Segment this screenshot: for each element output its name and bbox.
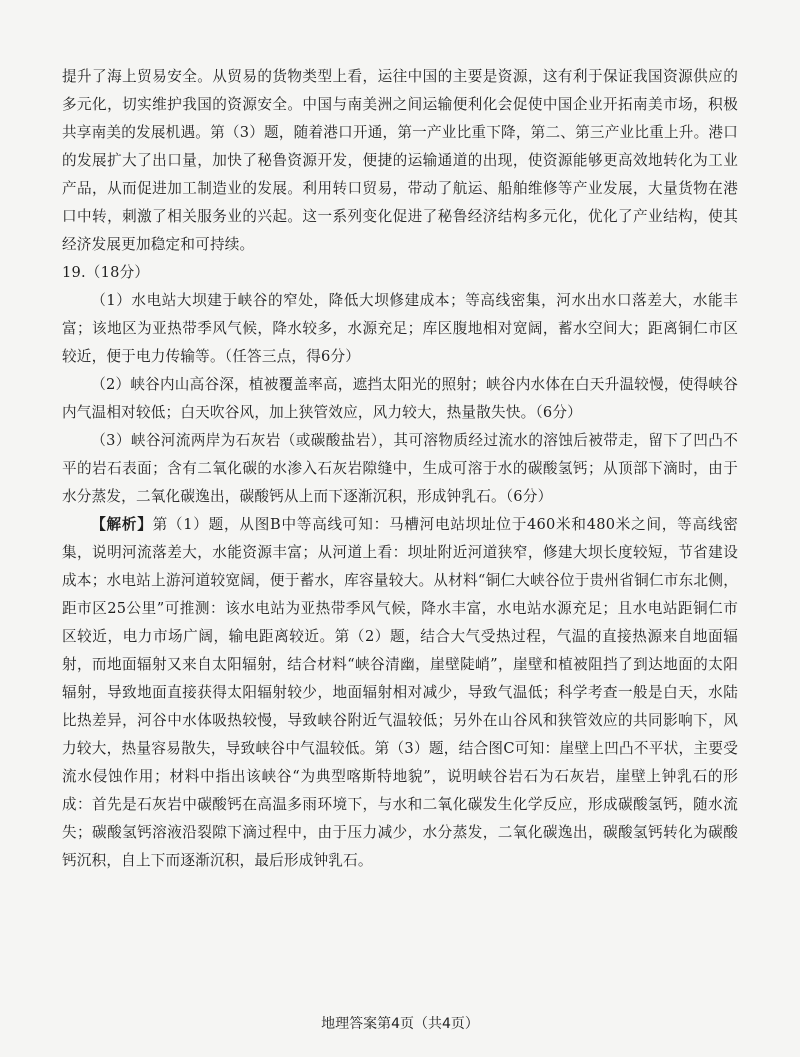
intro-paragraph: 提升了海上贸易安全。从贸易的货物类型上看，运往中国的主要是资源，这有利于保证我国资源供应的多元化，切实维护我国的资源安全。中国与南美洲之间运输便利化会促使中国企业开拓南美市场，积极共享南美的发展机遇。第（3）题，随着港口开通，第一产业比重下降，第二、第三产业比重上升。港口的发展扩大了出口量，加快了秘鲁资源开发，便捷的运输通道的出现，使资源能够更高效地转化为工业产品，从而促进加工制造业的发展。利用转口贸易，带动了航运、船舶维修等产业发展，大量货物在港口中转，刺激了相关服务业的兴起。这一系列变化促进了秘鲁经济结构多元化，优化了产业结构，使其经济发展更加稳定和可持续。 (62, 68, 738, 253)
analysis-paragraph (62, 511, 738, 875)
analysis-label: 【解析】 (91, 516, 153, 533)
analysis-text: 第（1）题，从图B中等高线可知：马槽河电站坝址位于460米和480米之间，等高线密集，说明河流落差大，水能资源丰富；从河道上看：坝址附近河道狭窄，修建大坝长度较短，节省建设成本；水电站上游河道较宽阔，便于蓄水，库容量较大。从材料“铜仁大峡谷位于贵州省铜仁市东北侧，距市区25公里”可推测：该水电站为亚热带季风气候，降水丰富，水电站水源充足；且水电站距铜仁市区较近，电力市场广阔，输电距离较近。第（2）题，结合大气受热过程，气温的直接热源来自地面辐射，而地面辐射又来自太阳辐射，结合材料“峡谷清幽，崖壁陡峭”，崖壁和植被阻挡了到达地面的太阳辐射，导致地面直接获得太阳辐射较少，地面辐射相对减少，导致气温低；科学考查一般是白天，水陆比热差异，河谷中水体吸热较慢，导致峡谷附近气温较低；另外在山谷风和狭管效应的共同影响下，风力较大，热量容易散失，导致峡谷中气温较低。第（3）题，结合图C可知：崖壁上凹凸不平状，主要受流水侵蚀作用；材料中指出该峡谷“为典型喀斯特地貌”，说明峡谷岩石为石灰岩，崖壁上钟乳石的形成：首先是石灰岩中碳酸钙在高温多雨环境下，与水和二氧化碳发生化学反应，形成碳酸氢钙，随水流失；碳酸氢钙溶液沿裂隙下滴过程中，由于压力减少，水分蒸发，二氧化碳逸出，碳酸氢钙转化为碳酸钙沉积，自上下而逐渐沉积，最后形成钟乳石。 (62, 516, 738, 869)
q19-answer-3: （3）峡谷河流两岸为石灰岩（或碳酸盐岩），其可溶物质经过流水的溶蚀后被带走，留下了凹凸不平的岩石表面；含有二氧化碳的水渗入石灰岩隙缝中，生成可溶于水的碳酸氢钙；从顶部下滴时，由于水分蒸发，二氧化碳逸出，碳酸钙从上而下逐渐沉积，形成钟乳石。（6分） (62, 432, 738, 505)
question-19-header: 19.（18分） (62, 264, 150, 281)
page-content (62, 63, 738, 875)
page-footer: 地理答案第4页（共4页） (321, 1016, 479, 1032)
q19-answer-2: （2）峡谷内山高谷深，植被覆盖率高，遮挡太阳光的照射；峡谷内水体在白天升温较慢，使得峡谷内气温相对较低；白天吹谷风，加上狭管效应，风力较大，热量散失快。（6分） (62, 376, 738, 421)
q19-answer-1: （1）水电站大坝建于峡谷的窄处，降低大坝修建成本；等高线密集，河水出水口落差大，水能丰富；该地区为亚热带季风气候，降水较多，水源充足；库区腹地相对宽阔，蓄水空间大；距离铜仁市区较近，便于电力传输等。（任答三点，得6分） (62, 292, 738, 365)
